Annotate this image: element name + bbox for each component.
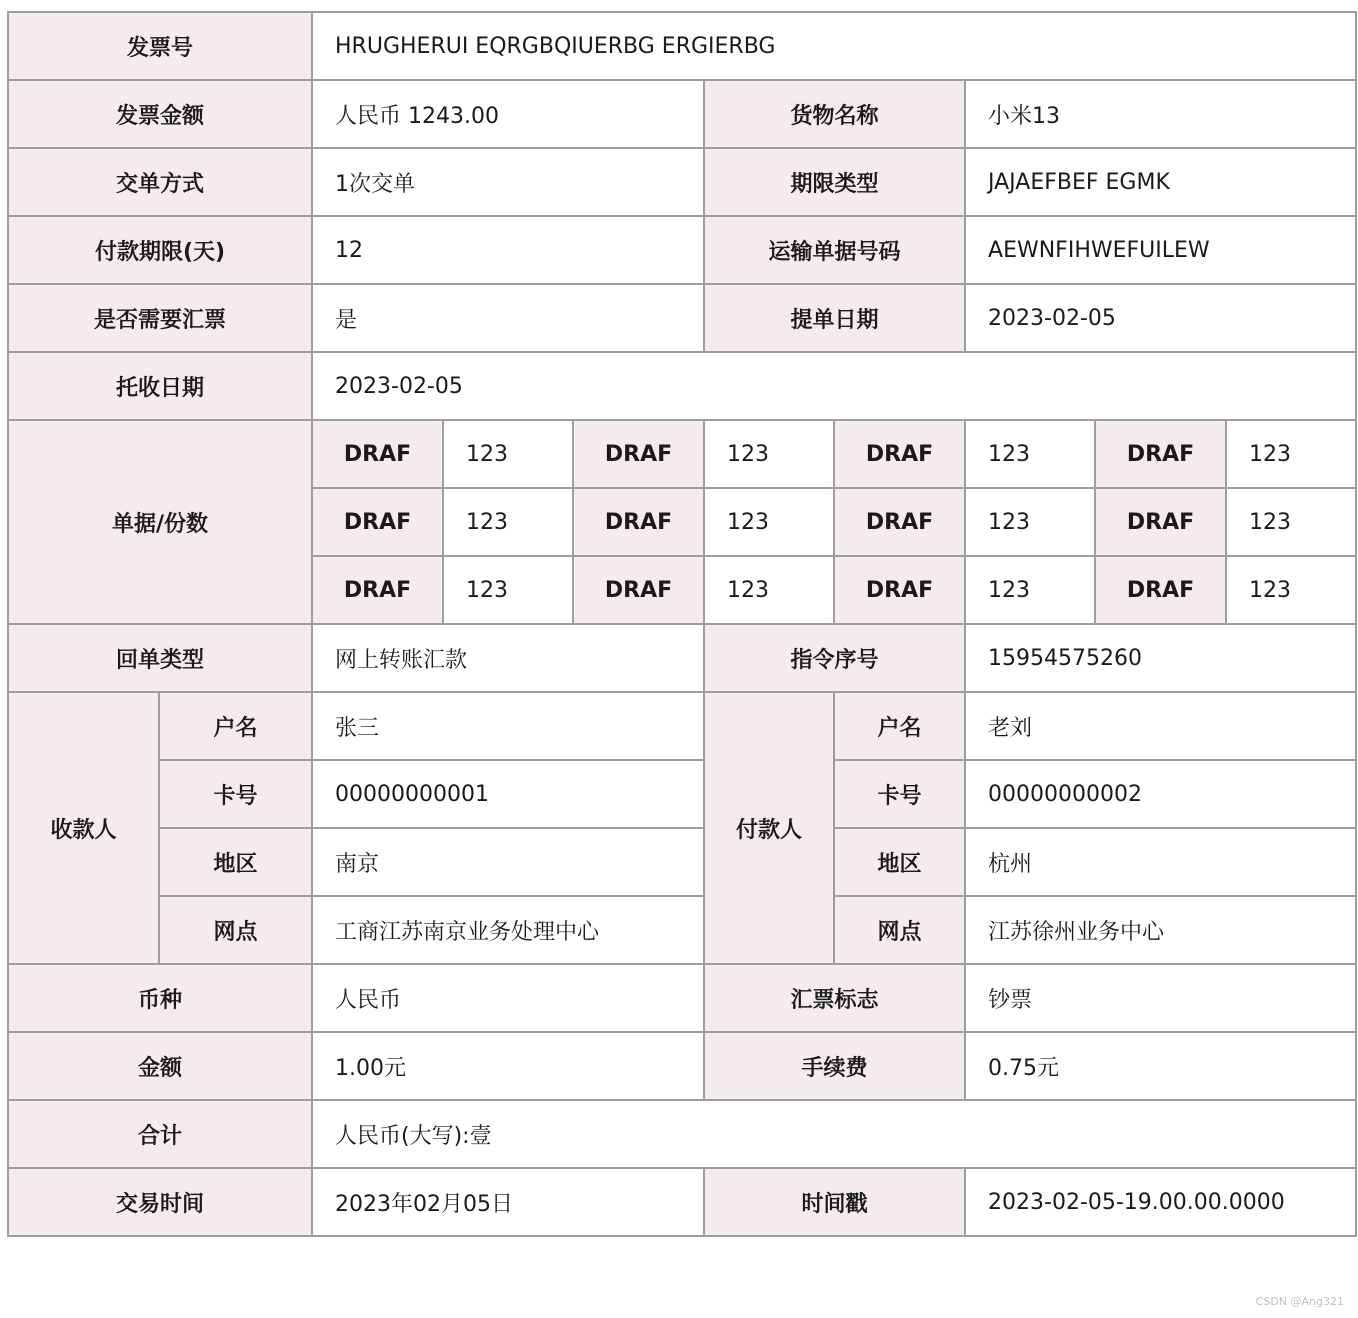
document-count: 123 (704, 420, 834, 488)
fee-value: 0.75元 (965, 1032, 1356, 1100)
term-type-label: 期限类型 (704, 148, 965, 216)
total-value: 人民币(大写):壹 (312, 1100, 1356, 1168)
receipt-type-value: 网上转账汇款 (312, 624, 704, 692)
row-need-draft (8, 284, 1356, 352)
document-count: 123 (443, 420, 573, 488)
remit-flag-label: 汇票标志 (704, 964, 965, 1032)
transport-doc-label: 运输单据号码 (704, 216, 965, 284)
document-name: DRAF (312, 420, 443, 488)
bill-date-label: 提单日期 (704, 284, 965, 352)
receipt-form-table (7, 11, 1357, 1237)
payee-card-value: 00000000001 (312, 760, 704, 828)
document-count: 123 (965, 556, 1095, 624)
document-count: 123 (443, 488, 573, 556)
payer-label: 付款人 (704, 692, 834, 964)
currency-label: 币种 (8, 964, 312, 1032)
payer-branch-label: 网点 (834, 896, 965, 964)
goods-name-value: 小米13 (965, 80, 1356, 148)
csdn-watermark: CSDN @Ang321 (1255, 1295, 1344, 1308)
row-invoice-amount (8, 80, 1356, 148)
receipt-type-label: 回单类型 (8, 624, 312, 692)
document-count: 123 (704, 488, 834, 556)
need-draft-label: 是否需要汇票 (8, 284, 312, 352)
need-draft-value: 是 (312, 284, 704, 352)
invoice-amount-label: 发票金额 (8, 80, 312, 148)
row-region (8, 828, 1356, 896)
instruction-number-value: 15954575260 (965, 624, 1356, 692)
payment-days-label: 付款期限(天) (8, 216, 312, 284)
payer-card-label: 卡号 (834, 760, 965, 828)
payee-name-label: 户名 (159, 692, 312, 760)
row-currency (8, 964, 1356, 1032)
document-name: DRAF (1095, 488, 1226, 556)
document-name: DRAF (573, 556, 704, 624)
total-label: 合计 (8, 1100, 312, 1168)
row-branch (8, 896, 1356, 964)
trade-time-value: 2023年02月05日 (312, 1168, 704, 1236)
document-count: 123 (1226, 556, 1356, 624)
documents-label: 单据/份数 (8, 420, 312, 624)
payee-label: 收款人 (8, 692, 159, 964)
collection-date-label: 托收日期 (8, 352, 312, 420)
document-name: DRAF (312, 556, 443, 624)
term-type-value: JAJAEFBEF EGMK (965, 148, 1356, 216)
document-name: DRAF (573, 488, 704, 556)
invoice-amount-value: 人民币 1243.00 (312, 80, 704, 148)
payer-region-label: 地区 (834, 828, 965, 896)
bill-date-value: 2023-02-05 (965, 284, 1356, 352)
payee-region-label: 地区 (159, 828, 312, 896)
documents-row (8, 420, 1356, 488)
document-name: DRAF (1095, 556, 1226, 624)
trade-time-label: 交易时间 (8, 1168, 312, 1236)
document-name: DRAF (573, 420, 704, 488)
timestamp-value: 2023-02-05-19.00.00.0000 (965, 1168, 1356, 1236)
invoice-number-label: 发票号 (8, 12, 312, 80)
document-name: DRAF (312, 488, 443, 556)
row-collection-date (8, 352, 1356, 420)
instruction-number-label: 指令序号 (704, 624, 965, 692)
currency-value: 人民币 (312, 964, 704, 1032)
row-account-name (8, 692, 1356, 760)
payee-region-value: 南京 (312, 828, 704, 896)
payer-branch-value: 江苏徐州业务中心 (965, 896, 1356, 964)
fee-label: 手续费 (704, 1032, 965, 1100)
row-receipt-type (8, 624, 1356, 692)
row-payment-days (8, 216, 1356, 284)
document-count: 123 (965, 420, 1095, 488)
row-invoice-number (8, 12, 1356, 80)
payer-name-value: 老刘 (965, 692, 1356, 760)
amount-label: 金额 (8, 1032, 312, 1100)
goods-name-label: 货物名称 (704, 80, 965, 148)
payee-branch-value: 工商江苏南京业务处理中心 (312, 896, 704, 964)
row-card-number (8, 760, 1356, 828)
delivery-method-label: 交单方式 (8, 148, 312, 216)
document-count: 123 (965, 488, 1095, 556)
invoice-number-value: HRUGHERUI EQRGBQIUERBG ERGIERBG (312, 12, 1356, 80)
row-delivery-method (8, 148, 1356, 216)
delivery-method-value: 1次交单 (312, 148, 704, 216)
payee-branch-label: 网点 (159, 896, 312, 964)
document-count: 123 (443, 556, 573, 624)
document-name: DRAF (1095, 420, 1226, 488)
transport-doc-value: AEWNFIHWEFUILEW (965, 216, 1356, 284)
timestamp-label: 时间戳 (704, 1168, 965, 1236)
payer-card-value: 00000000002 (965, 760, 1356, 828)
row-trade-time (8, 1168, 1356, 1236)
payer-name-label: 户名 (834, 692, 965, 760)
collection-date-value: 2023-02-05 (312, 352, 1356, 420)
amount-value: 1.00元 (312, 1032, 704, 1100)
payee-name-value: 张三 (312, 692, 704, 760)
document-name: DRAF (834, 488, 965, 556)
document-count: 123 (704, 556, 834, 624)
remit-flag-value: 钞票 (965, 964, 1356, 1032)
payer-region-value: 杭州 (965, 828, 1356, 896)
payee-card-label: 卡号 (159, 760, 312, 828)
payment-days-value: 12 (312, 216, 704, 284)
row-amount (8, 1032, 1356, 1100)
row-total (8, 1100, 1356, 1168)
document-name: DRAF (834, 420, 965, 488)
document-count: 123 (1226, 420, 1356, 488)
document-name: DRAF (834, 556, 965, 624)
document-count: 123 (1226, 488, 1356, 556)
